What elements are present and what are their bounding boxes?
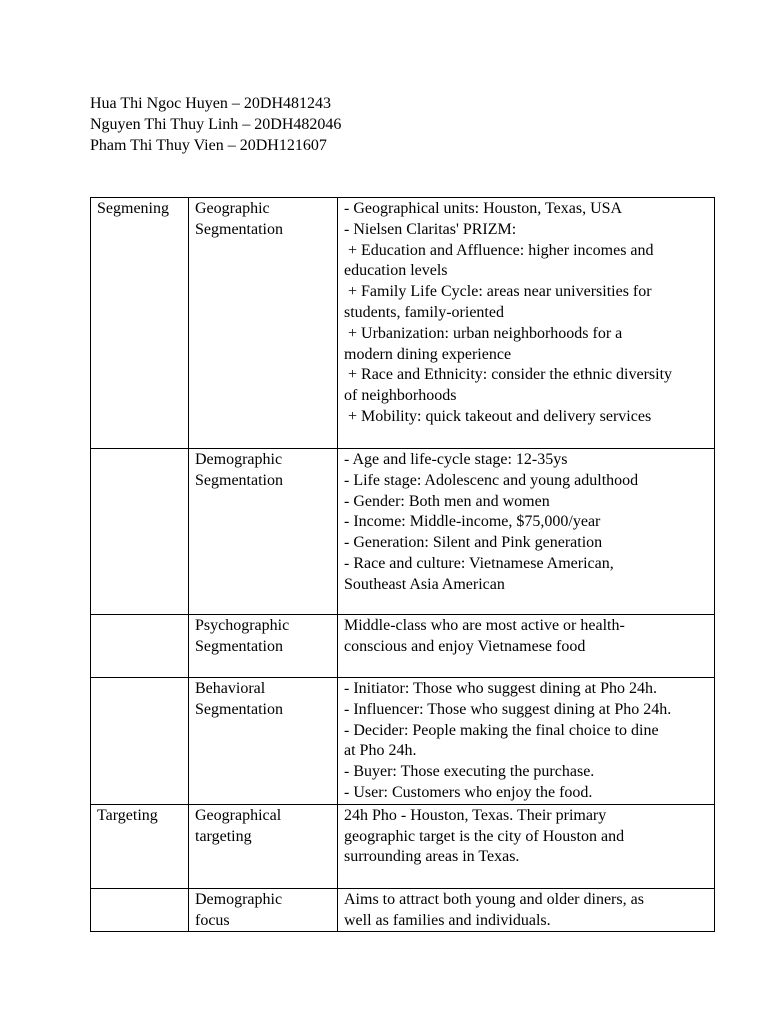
- detail-line: Southeast Asia American: [344, 575, 505, 593]
- detail-line: - User: Customers who enjoy the food.: [344, 783, 593, 801]
- segment-type-line: Demographic: [195, 890, 283, 908]
- detail-line: - Initiator: Those who suggest dining at Pho 24h.: [344, 680, 658, 697]
- category-cell: [91, 449, 189, 615]
- table-row: [91, 888, 715, 932]
- detail-line: - Generation: Silent and Pink generation: [344, 534, 603, 552]
- details-cell: [338, 615, 715, 678]
- detail-line: surrounding areas in Texas.: [344, 848, 520, 866]
- segment-type-cell: [189, 804, 338, 888]
- segment-type-line: Demographic: [195, 451, 283, 468]
- category-label: Segmening: [97, 200, 169, 217]
- table-row: [91, 198, 715, 449]
- detail-line: at Pho 24h.: [344, 742, 417, 760]
- segment-type-line: Behavioral: [195, 680, 266, 697]
- segment-type-line: focus: [195, 911, 230, 929]
- detail-line: Middle-class who are most active or health-: [344, 617, 625, 634]
- author-line: Nguyen Thi Thuy Linh – 20DH482046: [90, 115, 342, 133]
- details-cell: [338, 449, 715, 615]
- details-cell: [338, 888, 715, 932]
- detail-line: of neighborhoods: [344, 387, 457, 405]
- detail-line: Aims to attract both young and older diners, as: [344, 890, 644, 908]
- details-cell: [338, 678, 715, 805]
- detail-line: - Race and culture: Vietnamese American,: [344, 554, 614, 572]
- segment-type-cell: [189, 615, 338, 678]
- category-cell: [91, 198, 189, 449]
- author-line: Pham Thi Thuy Vien – 20DH121607: [90, 136, 327, 154]
- detail-line: - Geographical units: Houston, Texas, USA: [344, 200, 623, 217]
- segment-type-line: Segmentation: [195, 637, 283, 655]
- segment-type-cell: [189, 888, 338, 932]
- table-row: [91, 804, 715, 888]
- details-cell: [338, 198, 715, 449]
- segment-type-cell: [189, 449, 338, 615]
- segment-type-line: targeting: [195, 827, 252, 845]
- detail-line: + Education and Affluence: higher incomes and: [348, 241, 654, 259]
- table-row: [91, 449, 715, 615]
- category-cell: [91, 678, 189, 805]
- detail-line: - Age and life-cycle stage: 12-35ys: [344, 451, 568, 468]
- category-cell: [91, 888, 189, 932]
- detail-line: well as families and individuals.: [344, 911, 551, 929]
- segment-type-cell: [189, 678, 338, 805]
- segment-type-line: Segmentation: [195, 471, 283, 489]
- detail-line: - Nielsen Claritas' PRIZM:: [344, 220, 517, 238]
- detail-line: modern dining experience: [344, 345, 512, 363]
- detail-line: students, family-oriented: [344, 303, 504, 321]
- detail-line: - Gender: Both men and women: [344, 492, 550, 510]
- table-row: [91, 615, 715, 678]
- segment-type-line: Geographic: [195, 200, 270, 217]
- detail-line: + Family Life Cycle: areas near universities for: [348, 283, 652, 301]
- segment-type-line: Psychographic: [195, 617, 290, 634]
- author-list: [90, 94, 341, 156]
- table-row: [91, 678, 715, 805]
- stp-table: [90, 197, 715, 932]
- segment-type-line: Segmentation: [195, 700, 283, 718]
- detail-line: geographic target is the city of Houston and: [344, 827, 625, 845]
- detail-line: + Mobility: quick takeout and delivery services: [348, 407, 652, 425]
- detail-line: + Urbanization: urban neighborhoods for a: [348, 324, 623, 342]
- segment-type-line: Geographical: [195, 806, 282, 824]
- detail-line: + Race and Ethnicity: consider the ethnic diversity: [348, 366, 673, 384]
- category-cell: [91, 804, 189, 888]
- detail-line: - Buyer: Those executing the purchase.: [344, 763, 595, 781]
- detail-line: education levels: [344, 262, 448, 280]
- category-cell: [91, 615, 189, 678]
- detail-line: - Decider: People making the final choice to dine: [344, 721, 659, 739]
- segment-type-cell: [189, 198, 338, 449]
- segment-type-line: Segmentation: [195, 220, 283, 238]
- details-cell: [338, 804, 715, 888]
- detail-line: - Income: Middle-income, $75,000/year: [344, 513, 601, 531]
- detail-line: - Influencer: Those who suggest dining at Pho 24h.: [344, 700, 672, 718]
- detail-line: 24h Pho - Houston, Texas. Their primary: [344, 806, 607, 824]
- detail-line: conscious and enjoy Vietnamese food: [344, 637, 586, 655]
- author-line: Hua Thi Ngoc Huyen – 20DH481243: [90, 95, 332, 112]
- detail-line: - Life stage: Adolescenc and young adulthood: [344, 471, 639, 489]
- category-label: Targeting: [97, 806, 158, 824]
